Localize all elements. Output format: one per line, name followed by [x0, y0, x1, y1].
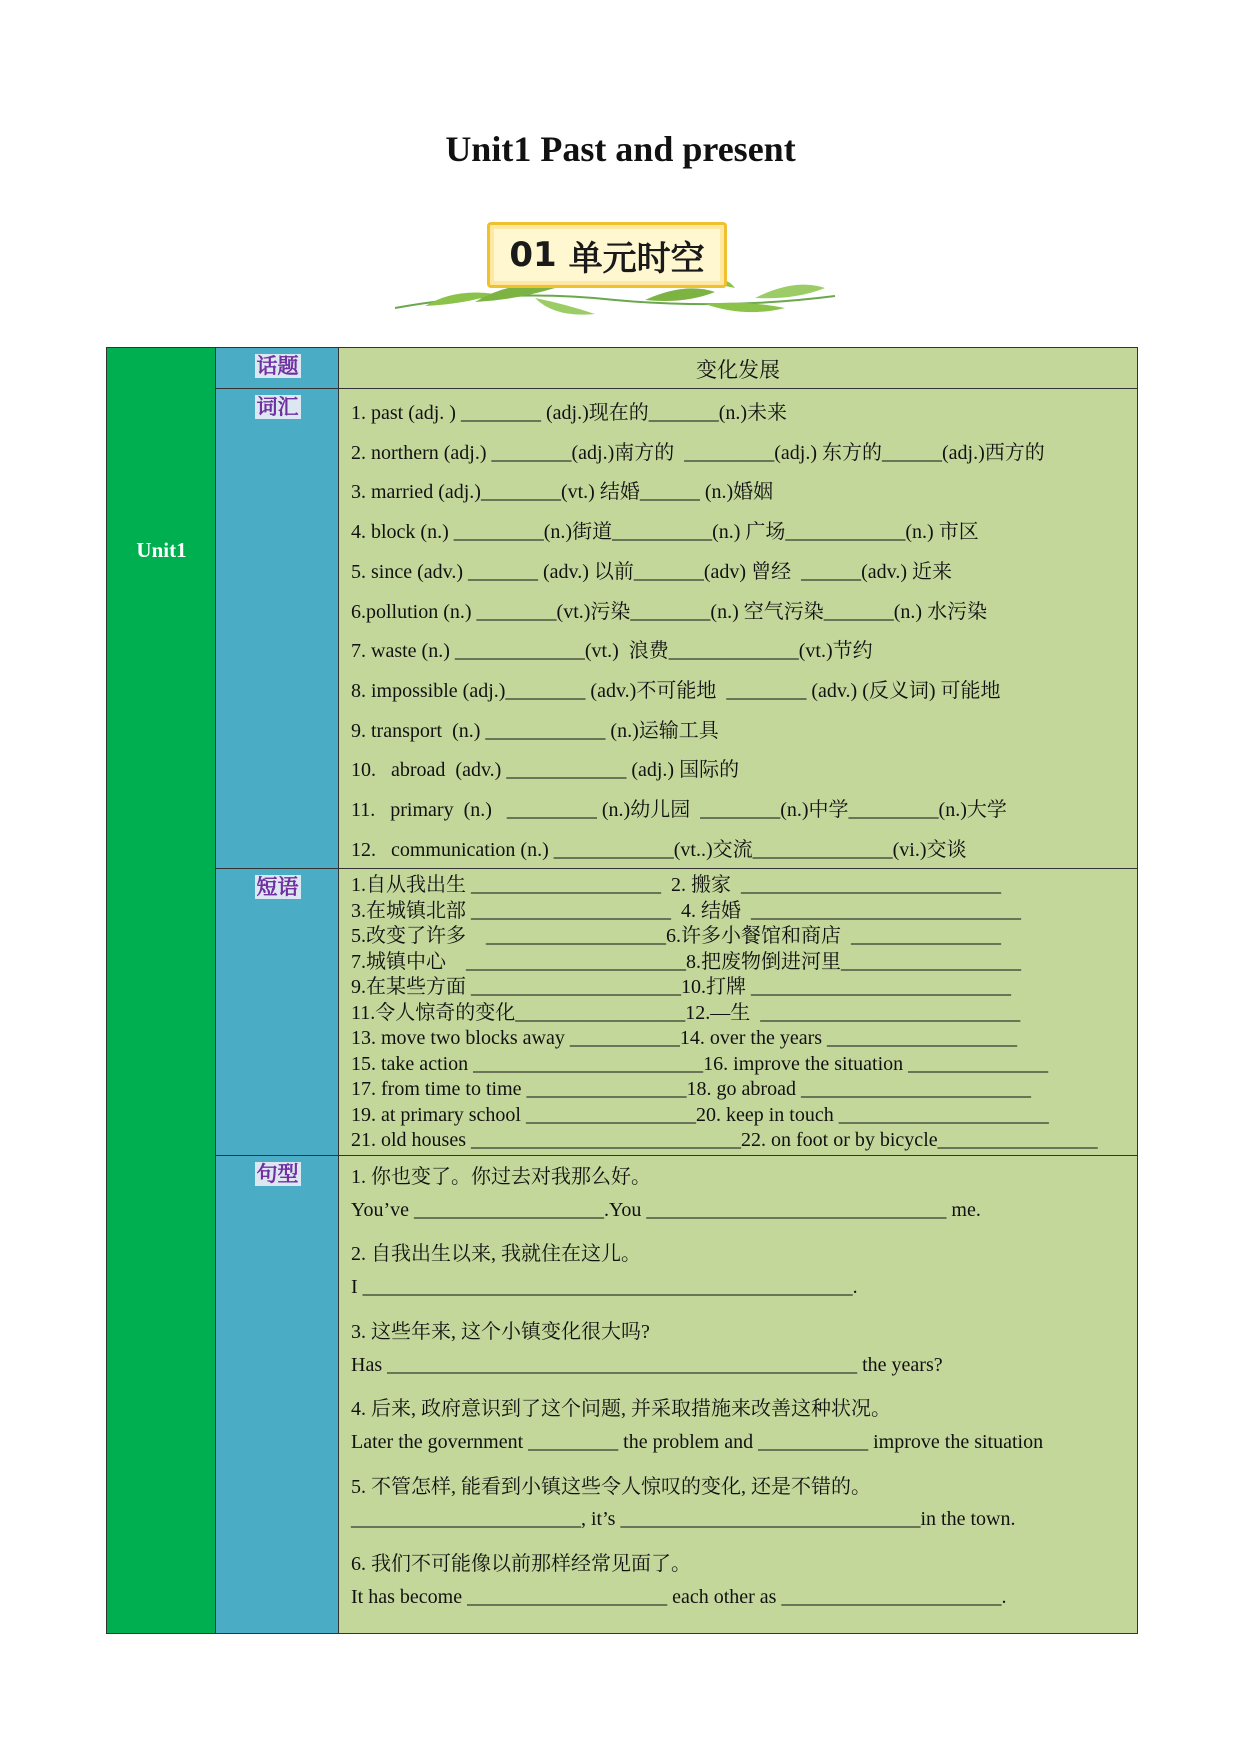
- phrase-line: 19. at primary school _________________20. keep in touch _____________________: [351, 1103, 1049, 1126]
- sentence-line: 1. 你也变了。你过去对我那么好。: [351, 1166, 651, 1188]
- phrase-line: 17. from time to time ________________18. go abroad _______________________: [351, 1078, 1031, 1100]
- vocab-line: 11. primary (n.) _________ (n.)幼儿园 ________(n.)中学_________(n.)大学: [351, 799, 1007, 821]
- badge-number: 01: [509, 235, 557, 275]
- sentence-line: I _________________________________________________.: [351, 1276, 858, 1299]
- phrase-line: 15. take action _______________________16. improve the situation ______________: [351, 1052, 1049, 1075]
- summary-table: [106, 347, 1138, 1634]
- vocab-line: 12. communication (n.) ____________(vt..)交流______________(vi.)交谈: [351, 838, 967, 861]
- sentence-line: 2. 自我出生以来, 我就住在这儿。: [351, 1243, 641, 1266]
- badge-text: 单元时空: [568, 238, 705, 279]
- category-phrases: 短语: [256, 875, 299, 899]
- phrase-line: 9.在某些方面 _____________________10.打牌 __________________________: [351, 976, 1011, 998]
- sentence-line: Later the government _________ the problem and ___________ improve the situation: [351, 1430, 1044, 1453]
- row-divider: [216, 868, 1137, 869]
- topic-content: 变化发展: [696, 358, 780, 382]
- phrase-line: 3.在城镇北部 ____________________ 4. 结婚 ___________________________: [351, 899, 1021, 922]
- section-badge: [385, 218, 845, 328]
- vocab-line: 7. waste (n.) _____________(vt.) 浪费_____________(vt.)节约: [351, 640, 873, 663]
- sentence-line: It has become ____________________ each other as ______________________.: [351, 1585, 1007, 1608]
- category-sentences: 句型: [256, 1162, 299, 1186]
- sentence-line: 5. 不管怎样, 能看到小镇这些令人惊叹的变化, 还是不错的。: [351, 1475, 871, 1498]
- phrase-line: 21. old houses ___________________________22. on foot or by bicycle________________: [351, 1129, 1098, 1151]
- phrase-line: 7.城镇中心 ______________________8.把废物倒进河里__________________: [351, 950, 1021, 973]
- vocab-line: 10. abroad (adv.) ____________ (adj.) 国际的: [351, 759, 740, 782]
- row-divider: [216, 388, 1137, 389]
- vocab-line: 2. northern (adj.) ________(adj.)南方的 _________(adj.) 东方的______(adj.)西方的: [351, 441, 1045, 464]
- phrase-line: 5.改变了许多 __________________6.许多小餐馆和商店 _______________: [351, 925, 1001, 947]
- content-column: [339, 348, 1137, 1633]
- sentence-line: 3. 这些年来, 这个小镇变化很大吗?: [351, 1320, 650, 1343]
- vocab-line: 4. block (n.) _________(n.)街道__________(n.) 广场____________(n.) 市区: [351, 521, 979, 544]
- vocab-line: 9. transport (n.) ____________ (n.)运输工具: [351, 719, 719, 742]
- sentence-line: 4. 后来, 政府意识到了这个问题, 并采取措施来改善这种状况。: [351, 1398, 891, 1421]
- badge-frame: [487, 222, 727, 288]
- sentence-line: _______________________, it’s ______________________________in the town.: [351, 1508, 1016, 1531]
- category-vocab: 词汇: [256, 395, 299, 419]
- page-title: Unit1 Past and present: [445, 129, 796, 169]
- vocab-line: 8. impossible (adj.)________ (adv.)不可能地 ________ (adv.) (反义词) 可能地: [351, 679, 1001, 702]
- sentence-line: Has _______________________________________________ the years?: [351, 1353, 943, 1376]
- row-divider: [216, 1155, 1137, 1156]
- vocab-line: 1. past (adj. ) ________ (adj.)现在的_______(n.)未来: [351, 402, 788, 424]
- sentence-line: You’ve ___________________.You ______________________________ me.: [351, 1198, 981, 1221]
- category-topic: 话题: [256, 354, 299, 378]
- phrase-line: 11.令人惊奇的变化_________________12.—生 __________________________: [351, 1001, 1021, 1024]
- unit-column: [107, 348, 216, 1633]
- phrase-line: 1.自从我出生 ___________________ 2. 搬家 __________________________: [351, 874, 1001, 896]
- unit-label: Unit1: [136, 538, 187, 562]
- vocab-line: 6.pollution (n.) ________(vt.)污染________(n.) 空气污染_______(n.) 水污染: [351, 600, 988, 623]
- phrase-line: 13. move two blocks away ___________14. over the years ___________________: [351, 1027, 1018, 1049]
- category-column: [216, 348, 339, 1633]
- sentence-line: 6. 我们不可能像以前那样经常见面了。: [351, 1553, 691, 1575]
- vocab-line: 3. married (adj.)________(vt.) 结婚______ (n.)婚姻: [351, 481, 774, 504]
- vocab-line: 5. since (adv.) _______ (adv.) 以前_______(adv) 曾经 ______(adv.) 近来: [351, 560, 952, 583]
